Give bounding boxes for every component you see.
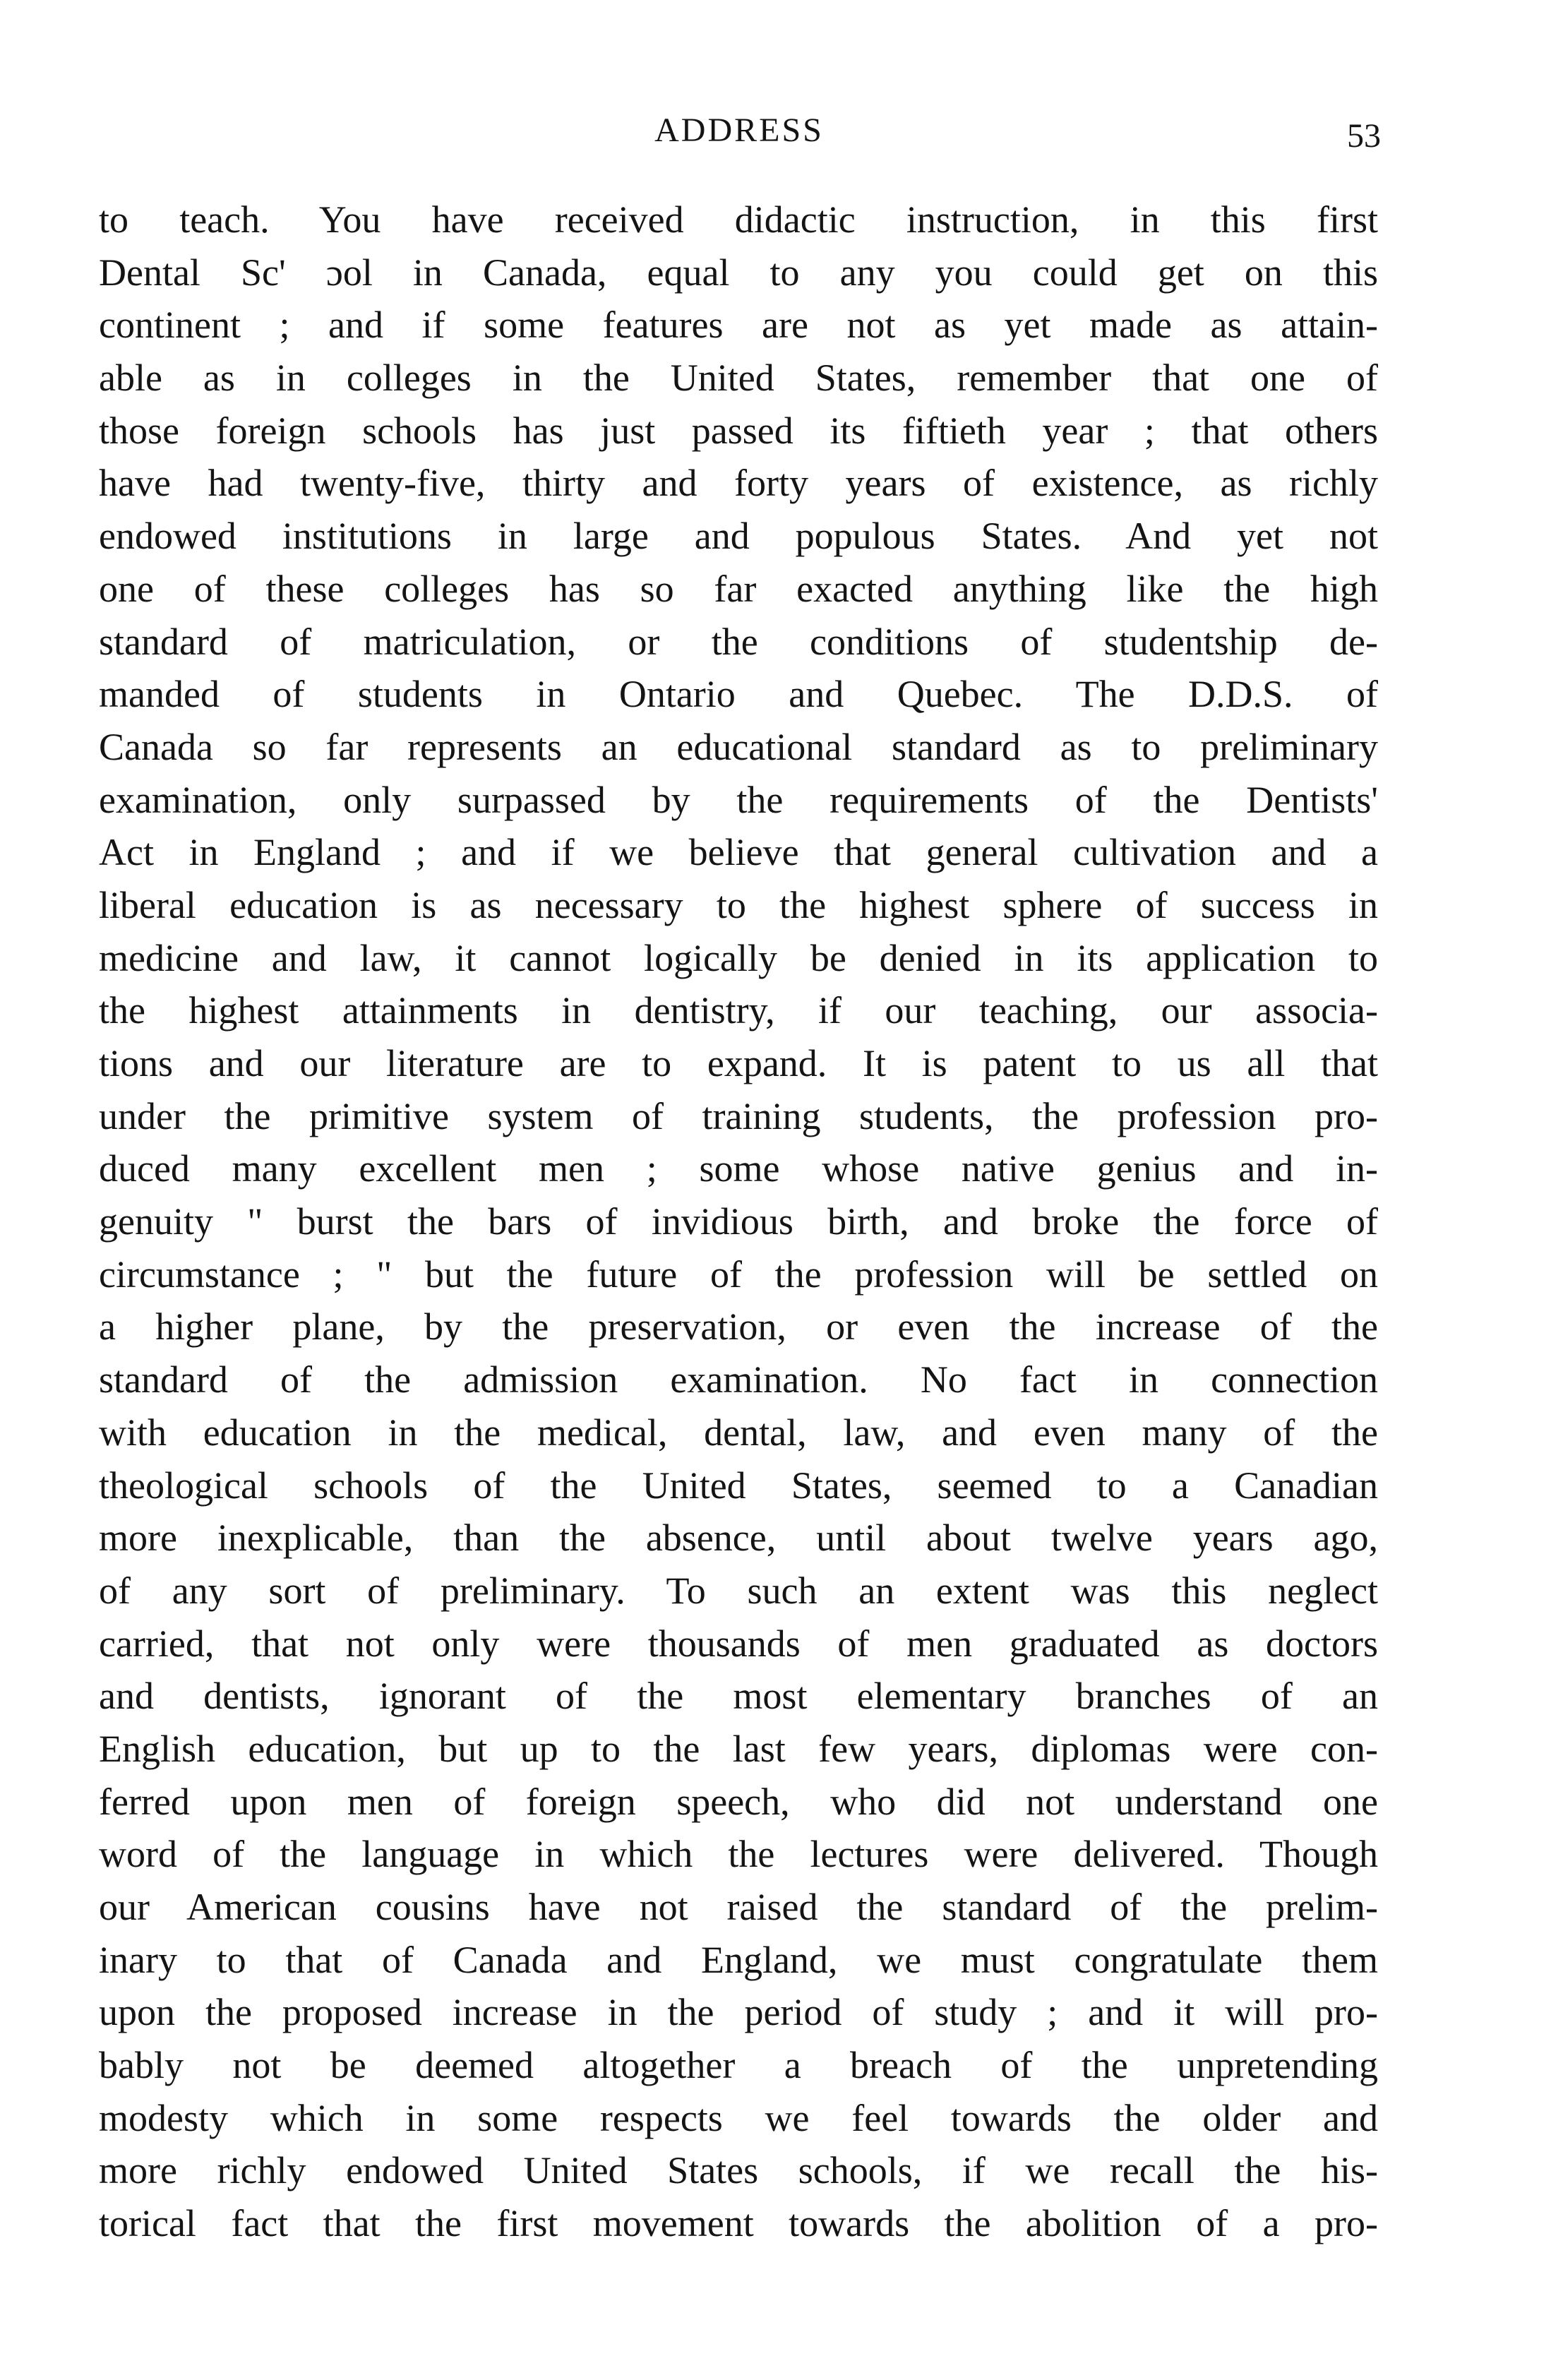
text-line: Dental Sc' ɔol in Canada, equal to any you could get on this bbox=[99, 251, 1378, 294]
text-line: our American cousins have not raised the standard of the prelim- bbox=[99, 1886, 1378, 1928]
text-line: of any sort of preliminary. To such an extent was this neglect bbox=[99, 1569, 1378, 1612]
text-line: tions and our literature are to expand. It is patent to us all that bbox=[99, 1042, 1378, 1084]
text-line: to teach. You have received didactic instruction, in this first bbox=[99, 198, 1378, 241]
text-line: Act in England ; and if we believe that general cultivation and a bbox=[99, 831, 1378, 874]
text-line: Canada so far represents an educational standard as to preliminary bbox=[99, 725, 1378, 768]
text-line: inary to that of Canada and England, we must congratulate them bbox=[99, 1938, 1378, 1981]
text-line: ferred upon men of foreign speech, who did not understand one bbox=[99, 1780, 1378, 1823]
text-line: bably not be deemed altogether a breach of the unpretending bbox=[99, 2044, 1378, 2087]
text-line: continent ; and if some features are not as yet made as attain- bbox=[99, 304, 1378, 347]
text-line: a higher plane, by the preservation, or even the increase of the bbox=[99, 1305, 1378, 1349]
text-line: word of the language in which the lectures were delivered. Though bbox=[99, 1833, 1378, 1876]
text-line: circumstance ; " but the future of the profession will be settled on bbox=[99, 1252, 1378, 1296]
text-line: liberal education is as necessary to the highest sphere of success in bbox=[99, 883, 1378, 926]
text-line: those foreign schools has just passed its fiftieth year ; that others bbox=[99, 409, 1378, 452]
text-line: endowed institutions in large and populous States. And yet not bbox=[99, 515, 1378, 558]
text-line: theological schools of the United States, seemed to a Canadian bbox=[99, 1464, 1378, 1507]
running-head bbox=[97, 106, 1381, 155]
text-line: with education in the medical, dental, law, and even many of the bbox=[99, 1411, 1378, 1454]
text-line: standard of matriculation, or the conditions of studentship de- bbox=[99, 620, 1378, 663]
text-line: upon the proposed increase in the period of study ; and it will pro- bbox=[99, 1991, 1378, 2034]
body-text bbox=[99, 193, 1378, 2250]
text-line: duced many excellent men ; some whose native genius and in- bbox=[99, 1147, 1378, 1190]
text-line: have had twenty-five, thirty and forty years of existence, as richly bbox=[99, 462, 1378, 505]
text-line: torical fact that the first movement towards the abolition of a pro- bbox=[99, 2202, 1378, 2245]
text-line: able as in colleges in the United States, remember that one of bbox=[99, 357, 1378, 400]
text-line: standard of the admission examination. No fact in connection bbox=[99, 1358, 1378, 1401]
text-line: more inexplicable, than the absence, until about twelve years ago, bbox=[99, 1517, 1378, 1560]
text-line: one of these colleges has so far exacted anything like the high bbox=[99, 567, 1378, 610]
text-line: manded of students in Ontario and Quebec. The D.D.S. of bbox=[99, 673, 1378, 716]
running-head-title: ADDRESS bbox=[654, 112, 824, 149]
text-line: the highest attainments in dentistry, if our teaching, our associa- bbox=[99, 989, 1378, 1032]
text-line: English education, but up to the last few years, diplomas were con- bbox=[99, 1727, 1378, 1770]
text-line: medicine and law, it cannot logically be denied in its application to bbox=[99, 936, 1378, 979]
text-line: carried, that not only were thousands of men graduated as doctors bbox=[99, 1622, 1378, 1665]
text-line: and dentists, ignorant of the most elementary branches of an bbox=[99, 1675, 1378, 1718]
text-line: modesty which in some respects we feel towards the older and bbox=[99, 2096, 1378, 2139]
text-line: under the primitive system of training students, the profession pro- bbox=[99, 1094, 1378, 1137]
text-line: more richly endowed United States schools, if we recall the his- bbox=[99, 2149, 1378, 2192]
text-line: genuity " burst the bars of invidious birth, and broke the force of bbox=[99, 1200, 1378, 1243]
text-line: examination, only surpassed by the requirements of the Dentists' bbox=[99, 778, 1378, 821]
page-number: 53 bbox=[1347, 117, 1381, 155]
